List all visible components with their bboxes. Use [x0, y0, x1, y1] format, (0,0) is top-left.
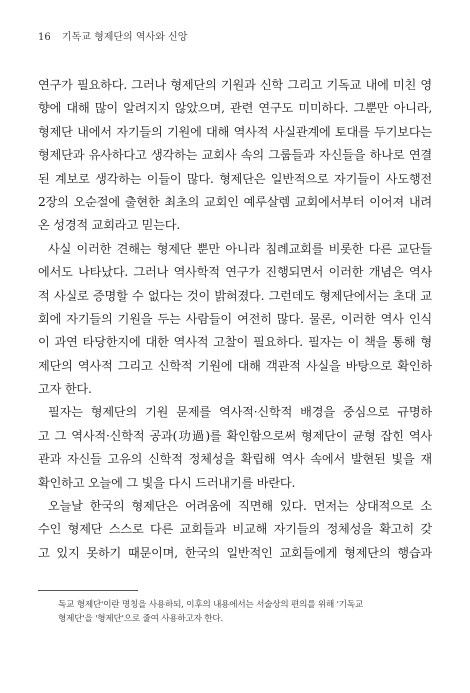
footnotes — [58, 598, 438, 626]
body-line: 회에 자기들의 기원을 두는 사람들이 여전히 많다. 물론, 이러한 역사 인식 — [38, 311, 432, 326]
body-line: 사실 이러한 견해는 형제단 뿐만 아니라 침례교회를 비롯한 다른 교단들 — [48, 241, 432, 256]
body-line: 고 있지 못하기 때문이며, 한국의 일반적인 교회들에게 형제단의 행습과 — [38, 545, 432, 560]
body-text — [38, 74, 432, 565]
body-line: 필자는 형제단의 기원 문제를 역사적·신학적 배경을 중심으로 규명하 — [48, 405, 432, 420]
body-line: 연구가 필요하다. 그러나 형제단의 기원과 신학 그리고 기독교 내에 미친 영 — [38, 78, 432, 92]
body-line: 형제단과 유사하다고 생각하는 교회사 속의 그룹들과 자신들을 하나로 연결 — [38, 148, 432, 163]
body-line: 에서도 나타났다. 그러나 역사학적 연구가 진행되면서 이러한 개념은 역사 — [38, 265, 432, 280]
body-line: 관과 자신들 고유의 신학적 정체성을 확립해 역사 속에서 발현된 빛을 재 — [38, 452, 432, 467]
body-line: 수인 형제단 스스로 다른 교회들과 비교해 자기들의 정체성을 확고히 갖 — [38, 522, 432, 537]
body-line: 고자 한다. — [38, 382, 92, 397]
footnote-line: 형제단'을 '형제단'으로 줄여 사용하고자 한다. — [58, 614, 223, 624]
footnote-divider — [38, 590, 138, 591]
body-line: 제단의 역사적 그리고 신학적 기원에 대해 객관적 사실을 바탕으로 확인하 — [38, 358, 432, 373]
body-line: 오늘날 한국의 형제단은 어려움에 직면해 있다. 먼저는 상대적으로 소 — [48, 499, 432, 514]
body-line: 된 계보로 생각하는 이들이 많다. 형제단은 일반적으로 자기들이 사도행전 — [38, 171, 432, 186]
body-line: 고 그 역사적·신학적 공과(功過)를 확인함으로써 형제단이 균형 잡힌 역사 — [38, 428, 432, 443]
running-head-title: 기독교 형제단의 역사와 신앙 — [61, 32, 188, 43]
body-line: 향에 대해 많이 알려지지 않았으며, 관련 연구도 미미하다. 그뿐만 아니라, — [38, 101, 432, 116]
body-line: 적 사실로 증명할 수 없다는 것이 밝혀졌다. 그런데도 형제단에서는 초대 교 — [38, 288, 432, 303]
body-line: 온 성경적 교회라고 믿는다. — [38, 218, 181, 233]
footnote-line: 독교 형제단'이란 명칭을 사용하되, 이후의 내용에서는 서술상의 편의를 위해 '기독교 — [58, 600, 364, 610]
running-head — [38, 28, 187, 43]
body-line: 2장의 오순절에 출현한 최초의 교회인 예루살렘 교회에서부터 이어져 내려 — [38, 194, 432, 209]
body-line: 확인하고 오늘에 그 빛을 다시 드러내기를 바란다. — [38, 475, 296, 490]
body-line: 형제단 내에서 자기들의 기원에 대해 역사적 사실관계에 토대를 두기보다는 — [38, 124, 432, 139]
body-line: 이 과연 타당한지에 대한 역사적 고찰이 필요하다. 필자는 이 책을 통해 형 — [38, 335, 432, 350]
page-number: 16 — [38, 32, 51, 43]
